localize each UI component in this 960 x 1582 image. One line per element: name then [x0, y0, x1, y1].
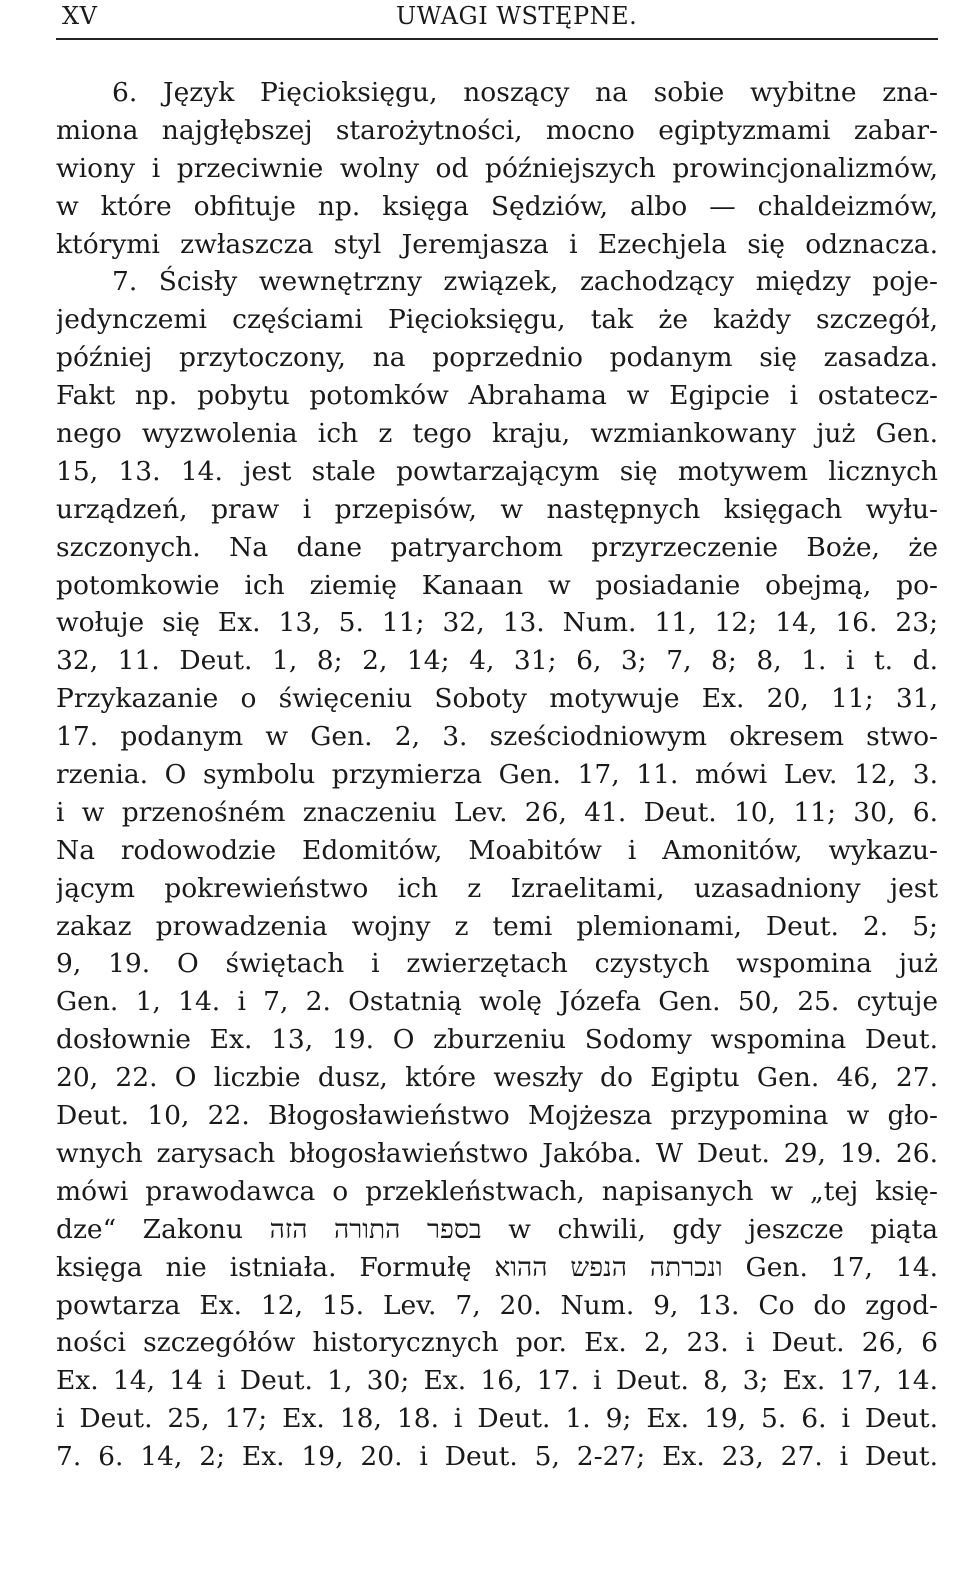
text-line: w które obfituje np. księga Sędziów, albo — chaldeizmów,	[56, 190, 938, 222]
page-header	[56, 2, 938, 38]
text-line: jącym pokrewieństwo ich z Izraelitami, uzasadniony jest	[56, 872, 938, 904]
text-line: dosłownie Ex. 13, 19. O zburzeniu Sodomy wspomina Deut.	[56, 1024, 938, 1056]
page-number: XV	[62, 2, 98, 30]
text-line: ności szczegółów historycznych por. Ex. 2, 23. i Deut. 26, 6	[56, 1327, 938, 1359]
text-line: nego wyzwolenia ich z tego kraju, wzmiankowany już Gen.	[56, 418, 938, 450]
text-line: i Deut. 25, 17; Ex. 18, 18. i Deut. 1. 9; Ex. 19, 5. 6. i Deut.	[56, 1403, 938, 1435]
text-line: 6. Język Pięcioksięgu, noszący na sobie wybitne zna-	[112, 77, 938, 108]
text-line: wnych zarysach błogosławieństwo Jakóba. W Deut. 29, 19. 26.	[56, 1137, 938, 1169]
book-page	[56, 0, 938, 1582]
text-line: miona najgłębszej starożytności, mocno egiptyzmami zabar-	[56, 114, 938, 146]
text-line: wołuje się Ex. 13, 5. 11; 32, 13. Num. 11, 12; 14, 16. 23;	[56, 607, 938, 639]
text-line: zakaz prowadzenia wojny z temi plemionami, Deut. 2. 5;	[56, 910, 938, 942]
text-line: wiony i przeciwnie wolny od późniejszych prowincjonalizmów,	[56, 152, 938, 184]
text-line: 7. 6. 14, 2; Ex. 19, 20. i Deut. 5, 2-27; Ex. 23, 27. i Deut.	[56, 1441, 938, 1473]
text-line: którymi zwłaszcza styl Jeremjasza i Ezechjela się odznacza.	[56, 228, 938, 260]
text-line: potomkowie ich ziemię Kanaan w posiadanie obejmą, po-	[56, 569, 938, 601]
text-line: rzenia. O symbolu przymierza Gen. 17, 11. mówi Lev. 12, 3.	[56, 759, 938, 791]
running-title: UWAGI WSTĘPNE.	[396, 2, 638, 30]
text-line: Na rodowodzie Edomitów, Moabitów i Amonitów, wykazu-	[56, 834, 938, 866]
text-line: 20, 22. O liczbie dusz, które weszły do Egiptu Gen. 46, 27.	[56, 1062, 938, 1094]
text-line: urządzeń, praw i przepisów, w następnych księgach wyłu-	[56, 493, 938, 525]
text-line: 15, 13. 14. jest stale powtarzającym się motywem licznych	[56, 455, 938, 487]
text-line: dze“ Zakonu בספר התורה הזה w chwili, gdy jeszcze piąta	[56, 1213, 938, 1245]
text-line: 32, 11. Deut. 1, 8; 2, 14; 4, 31; 6, 3; 7, 8; 8, 1. i t. d.	[56, 645, 938, 677]
text-line: 7. Ścisły wewnętrzny związek, zachodzący między poje-	[112, 266, 938, 298]
text-line: jedynczemi częściami Pięcioksięgu, tak że każdy szczegół,	[56, 304, 938, 336]
text-line: Ex. 14, 14 i Deut. 1, 30; Ex. 16, 17. i Deut. 8, 3; Ex. 17, 14.	[56, 1365, 938, 1397]
text-line: później przytoczony, na poprzednio podanym się zasadza.	[56, 342, 938, 374]
body-text	[56, 74, 938, 1476]
text-line: Przykazanie o święceniu Soboty motywuje Ex. 20, 11; 31,	[56, 683, 938, 715]
text-line: mówi prawodawca o przekleństwach, napisanych w „tej księ-	[56, 1175, 938, 1207]
text-line: Deut. 10, 22. Błogosławieństwo Mojżesza przypomina w gło-	[56, 1100, 938, 1132]
text-line: Gen. 1, 14. i 7, 2. Ostatnią wolę Józefa Gen. 50, 25. cytuje	[56, 986, 938, 1018]
text-line: powtarza Ex. 12, 15. Lev. 7, 20. Num. 9, 13. Co do zgod-	[56, 1289, 938, 1321]
text-line: szczonych. Na dane patryarchom przyrzeczenie Boże, że	[56, 531, 938, 563]
text-line: księga nie istniała. Formułę ונכרתה הנפש ההוא Gen. 17, 14.	[56, 1251, 938, 1283]
text-line: Fakt np. pobytu potomków Abrahama w Egipcie i ostatecz-	[56, 380, 938, 412]
text-line: 9, 19. O świętach i zwierzętach czystych wspomina już	[56, 948, 938, 980]
header-rule	[56, 38, 938, 40]
text-line: 17. podanym w Gen. 2, 3. sześciodniowym okresem stwo-	[56, 721, 938, 753]
text-line: i w przenośném znaczeniu Lev. 26, 41. Deut. 10, 11; 30, 6.	[56, 796, 938, 828]
